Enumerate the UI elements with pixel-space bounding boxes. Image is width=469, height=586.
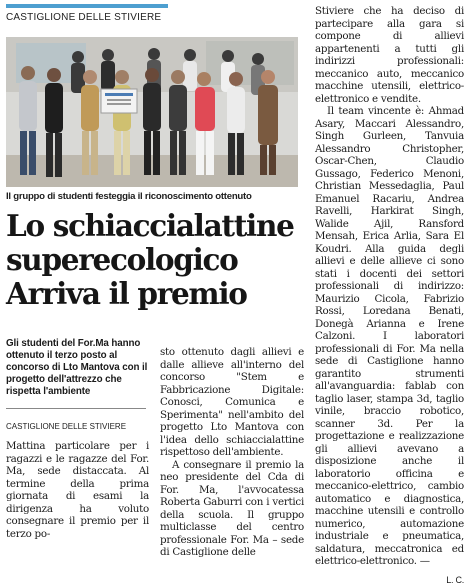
section-color-bar <box>6 4 168 8</box>
body-paragraph: Mattina particolare per i ragazzi e le ragazze del For. Ma, sede distaccata. Al termine della prima giornata di esami la dirigenza ha voluto consegnare il premio per il terzo po- <box>6 440 149 540</box>
divider <box>6 408 146 409</box>
article-summary: Gli studenti del For.Ma hanno ottenuto il terzo posto al concorso di Lto Mantova con il progetto dell'attrezzo che rispetta l'ambiente <box>6 338 149 398</box>
body-paragraph: sto ottenuto dagli allievi e dalle allieve all'interno del concorso "Stem e Fabbricazione Digitale: Conosci, Comunica e Sperimenta" nell'ambito del progetto Lto Mantova con l'idea dello schiaccialattine rispettoso dell'ambiente. <box>160 346 304 459</box>
headline-line-2: superecologico <box>6 243 306 277</box>
body-column-2 <box>160 346 304 559</box>
headline-line-1: Lo schiaccialattine <box>6 209 306 243</box>
dateline-locality: CASTIGLIONE DELLE STIVIERE <box>6 422 149 431</box>
body-column-1 <box>6 440 149 540</box>
author-signature: L. C. <box>315 574 464 586</box>
headline <box>6 209 306 311</box>
body-paragraph: Il team vincente è: Ahmad Asary, Maccari Alessandro, Singh Gurleen, Tanvuia Alessandro Christopher, Oscar-Chen, Claudio Gussago, Federico Menoni, Christian Messedaglia, Paul Emanuel Racariu, Andrea Ravelli, Harkirat Singh, Walide Ajil, Ransford Mensah, Erica Arlia, Sara El Koudri. Alla guida degli allievi e delle allieve ci sono stati i docenti dei settori professionali di indirizzo: Maurizio Cicola, Fabrizio Rossi, Loredana Benati, Donegà Arianna e Irene Calzoni. I laboratori professionali di For. Ma nella sede di Castiglione hanno garantito strumenti all'avanguardia: fablab con taglio laser, stampa 3d, taglio vinile, braccio robotico, scanner 3d. Per la progettazione e realizzazione gli allievi avevano a disposizione anche il laboratorio officina e meccanico-elettrico, cambio automatico e diagnostica, macchine utensili e controllo numerico, automazione industriale e pneumatica, saldatura, meccatronica ed elettrico-elettronico. — <box>315 105 464 568</box>
group-photo <box>6 37 298 187</box>
body-paragraph: A consegnare il premio la neo presidente del Cda di For. Ma, l'avvocatessa Roberta Gaburri con i vertici della scuola. Il gruppo multiclasse del centro professionale For. Ma – sede di Castiglione delle <box>160 459 304 559</box>
photo-caption: Il gruppo di studenti festeggia il riconoscimento ottenuto <box>6 191 301 202</box>
headline-line-3: Arriva il premio <box>6 277 306 311</box>
section-label: CASTIGLIONE DELLE STIVIERE <box>6 12 306 23</box>
body-column-3 <box>315 5 464 586</box>
body-paragraph: Stiviere che ha deciso di partecipare alla gara si compone di allievi appartenenti a tutti gli indirizzi professionali: meccanico auto, meccanico macchine utensili, elettrico-elettronico e vendite. <box>315 5 464 105</box>
